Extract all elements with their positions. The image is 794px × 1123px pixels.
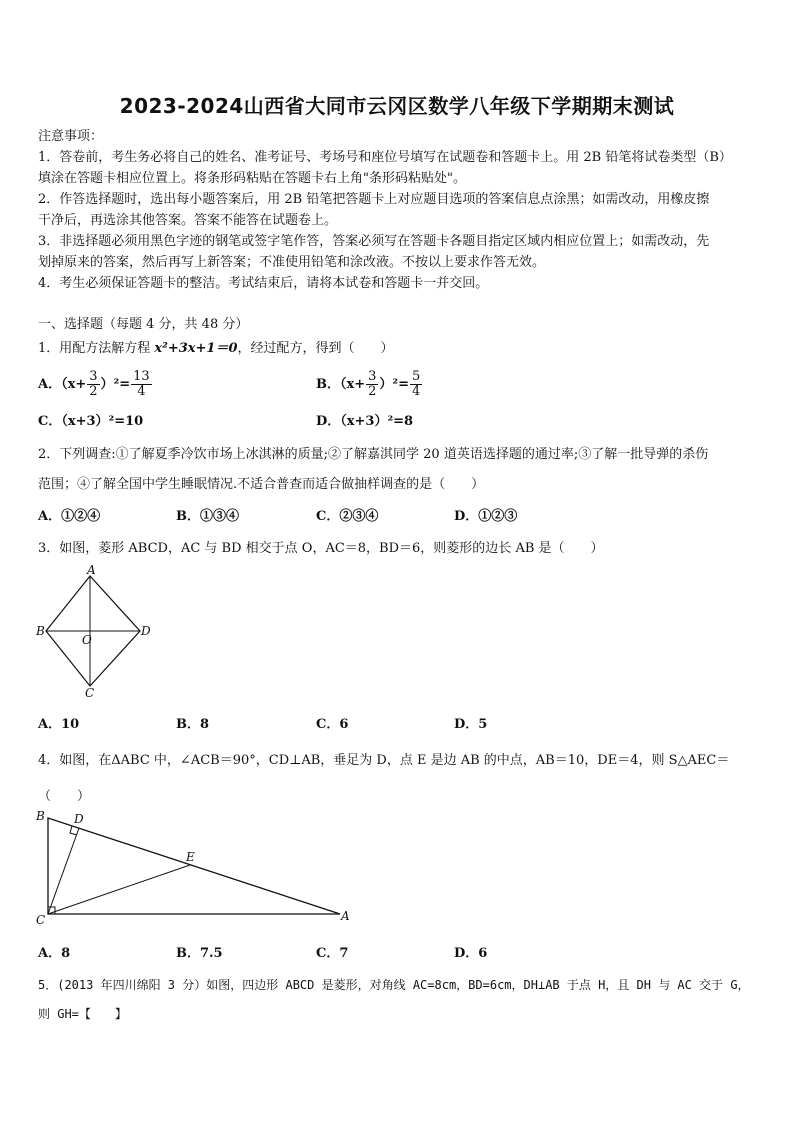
- q2-option-d: D．①②③: [454, 509, 518, 524]
- q1-a-mid: ）²=: [100, 377, 131, 392]
- page-title: 2023-2024山西省大同市云冈区数学八年级下学期期末测试: [119, 94, 675, 118]
- q3-option-c: C．6: [316, 717, 349, 732]
- q1-option-b: [316, 370, 423, 399]
- q1-a-frac-den: 2: [89, 384, 98, 399]
- q4-option-b: B．7.5: [176, 946, 223, 961]
- rhombus-figure: [32, 563, 162, 700]
- q1-a-fraction: [87, 370, 99, 399]
- notice-line: 4．考生必须保证答题卡的整洁。考试结束后，请将本试卷和答题卡一并交回。: [38, 276, 489, 291]
- notice-line: 划掉原来的答案，然后再写上新答案；不准使用铅笔和涂改液。不按以上要求作答无效。: [38, 255, 546, 270]
- q1-option-c: C．（x+3）²=10: [38, 414, 144, 429]
- question-2-line1: 2．下列调查:①了解夏季冷饮市场上冰淇淋的质量;②了解嘉淇同学 20 道英语选择题的通过率;③了解一批导弹的杀伤: [38, 447, 709, 462]
- label-c: C: [85, 686, 95, 700]
- q3-option-d: D．5: [454, 717, 488, 732]
- label-e: E: [186, 850, 195, 864]
- q4-option-c: C．7: [316, 946, 349, 961]
- triangle-figure: [34, 808, 354, 928]
- question-4-line2: （ ）: [38, 789, 91, 804]
- q2-option-c: C．②③④: [316, 509, 379, 524]
- q1-b-rhs-den: 4: [412, 384, 421, 399]
- notice-line: 1．答卷前，考生务必将自己的姓名、准考证号、考场号和座位号填写在试题卷和答题卡上。用 2B 铅笔将试卷类型（B）: [38, 150, 732, 165]
- label-d: D: [74, 812, 84, 826]
- question-1-stem: [38, 340, 394, 358]
- q1-a-frac-num: 3: [89, 369, 98, 384]
- q1-b-rhs: [410, 370, 422, 399]
- q2-option-a: A．①②④: [38, 509, 101, 524]
- question-4-line1: 4．如图，在ΔABC 中，∠ACB＝90°，CD⊥AB，垂足为 D，点 E 是边 AB 的中点，AB＝10，DE＝4，则 S△AEC＝: [38, 753, 730, 768]
- q1-b-rhs-num: 5: [412, 369, 421, 384]
- question-2-line2: 范围；④了解全国中学生睡眠情况.不适合普查而适合做抽样调查的是（ ）: [38, 477, 485, 492]
- q1-b-mid: ）²=: [379, 377, 410, 392]
- q1-b-frac-den: 2: [368, 384, 377, 399]
- q4-option-a: A．8: [38, 946, 71, 961]
- notice-line: 2．作答选择题时，选出每小题答案后，用 2B 铅笔把答题卡上对应题目选项的答案信息点涂黑；如需改动，用橡皮擦: [38, 192, 710, 207]
- q1-a-rhs-num: 13: [133, 369, 150, 384]
- segment-ce: [48, 865, 190, 914]
- q1-option-d: D．（x+3）²=8: [316, 414, 414, 429]
- notice-line: 3．非选择题必须用黑色字迹的钢笔或签字笔作答，答案必须写在答题卡各题目指定区域内相应位置上；如需改动，先: [38, 234, 710, 249]
- label-b: B: [36, 624, 45, 638]
- question-3-stem: 3．如图，菱形 ABCD，AC 与 BD 相交于点 O，AC＝8，BD＝6，则菱形的边长 AB 是（ ）: [38, 541, 604, 556]
- notice-line: 填涂在答题卡相应位置上。将条形码粘贴在答题卡右上角"条形码粘贴处"。: [38, 171, 466, 186]
- q3-option-b: B．8: [176, 717, 210, 732]
- notice-line: 干净后，再选涂其他答案。答案不能答在试题卷上。: [38, 213, 338, 228]
- section-heading: 一、选择题（每题 4 分，共 48 分）: [38, 317, 249, 332]
- label-a: A: [87, 563, 96, 577]
- label-c: C: [36, 913, 46, 927]
- q1-stem-pre: 1．用配方法解方程: [38, 341, 155, 356]
- question-5-line1: 5．(2013 年四川绵阳 3 分）如图，四边形 ABCD 是菱形，对角线 AC=8cm，BD=6cm，DH⊥AB 于点 H，且 DH 与 AC 交于 G，: [38, 978, 750, 992]
- label-b: B: [36, 809, 45, 823]
- q1-b-frac-num: 3: [368, 369, 377, 384]
- q1-stem-post: ，经过配方，得到（ ）: [237, 341, 394, 356]
- triangle-abc: [48, 818, 340, 914]
- q1-a-label: A．（x+: [38, 377, 87, 392]
- q1-b-label: B．（x+: [316, 377, 366, 392]
- label-d: D: [141, 624, 151, 638]
- q3-option-a: A．10: [38, 717, 80, 732]
- q1-b-fraction: [366, 370, 378, 399]
- label-o: O: [82, 633, 92, 647]
- question-5-line2: 则 GH=【 】: [38, 1007, 127, 1021]
- label-a: A: [341, 909, 350, 923]
- q1-option-a: [38, 370, 153, 399]
- q2-option-b: B．①③④: [176, 509, 239, 524]
- q1-equation: x²+3x+1＝0: [154, 341, 238, 356]
- q4-option-d: D．6: [454, 946, 488, 961]
- q1-a-rhs-den: 4: [137, 384, 146, 399]
- notice-heading: 注意事项：: [38, 129, 104, 144]
- segment-cd: [48, 828, 79, 914]
- q1-a-rhs: [131, 370, 152, 399]
